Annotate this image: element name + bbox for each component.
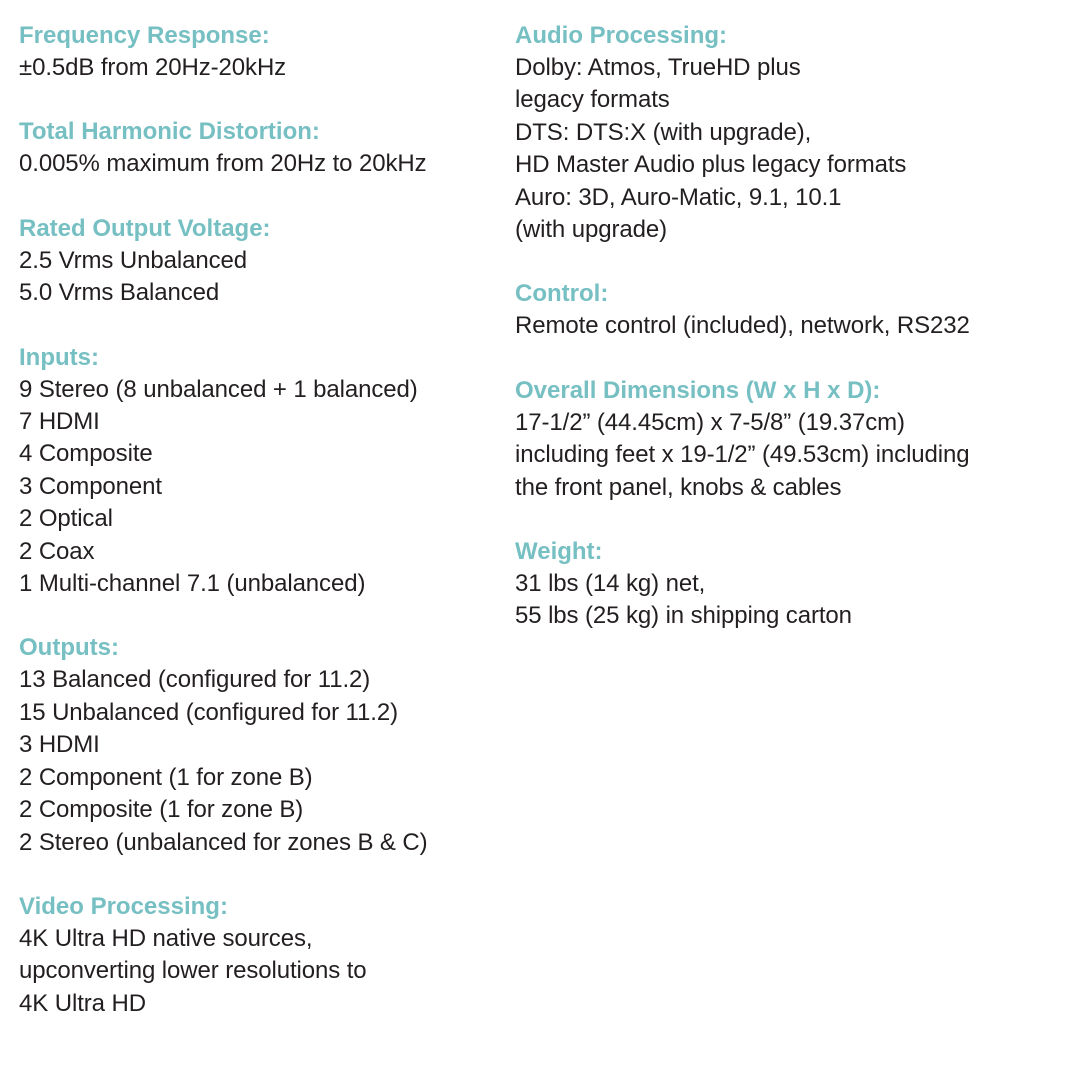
spec-section: [19, 20, 499, 84]
spec-value: 7 HDMI: [19, 408, 100, 436]
spec-section: [19, 213, 499, 310]
spec-heading: Video Processing:: [19, 892, 228, 920]
spec-heading: Inputs:: [19, 343, 99, 371]
spec-value: legacy formats: [515, 86, 670, 114]
spec-value: 0.005% maximum from 20Hz to 20kHz: [19, 150, 427, 178]
spec-value: 17-1/2” (44.45cm) x 7-5/8” (19.37cm): [515, 408, 905, 436]
spec-value: HD Master Audio plus legacy formats: [515, 151, 907, 179]
spec-value: 15 Unbalanced (configured for 11.2): [19, 698, 398, 726]
spec-value: 1 Multi-channel 7.1 (unbalanced): [19, 570, 366, 598]
spec-section: [19, 342, 499, 601]
spec-column-right: [515, 20, 1075, 665]
spec-value: upconverting lower resolutions to: [19, 957, 367, 985]
spec-value: Dolby: Atmos, TrueHD plus: [515, 54, 801, 81]
spec-value: Remote control (included), network, RS232: [515, 312, 970, 340]
spec-value: 5.0 Vrms Balanced: [19, 279, 220, 307]
spec-value: 4K Ultra HD: [19, 989, 146, 1017]
spec-value: 31 lbs (14 kg) net,: [515, 570, 706, 598]
spec-value: 2.5 Vrms Unbalanced: [19, 246, 247, 274]
spec-value: 2 Component (1 for zone B): [19, 763, 313, 791]
spec-column-left: [19, 20, 499, 1052]
spec-section: [515, 375, 1075, 504]
spec-heading: Audio Processing:: [515, 22, 728, 49]
spec-value: 9 Stereo (8 unbalanced + 1 balanced): [19, 375, 418, 403]
spec-value: 2 Coax: [19, 537, 95, 565]
spec-value: 2 Stereo (unbalanced for zones B & C): [19, 828, 428, 856]
spec-value: 3 Component: [19, 472, 162, 500]
spec-value: including feet x 19-1/2” (49.53cm) including: [515, 441, 970, 469]
spec-value: DTS: DTS:X (with upgrade),: [515, 118, 812, 146]
spec-value: ±0.5dB from 20Hz-20kHz: [19, 54, 287, 81]
spec-section: [515, 536, 1075, 633]
spec-value: 2 Optical: [19, 505, 113, 533]
spec-value: 2 Composite (1 for zone B): [19, 796, 304, 824]
spec-section: [515, 20, 1075, 246]
spec-value: 4K Ultra HD native sources,: [19, 924, 313, 952]
spec-value: the front panel, knobs & cables: [515, 473, 842, 501]
spec-value: 3 HDMI: [19, 731, 100, 759]
spec-section: [515, 278, 1075, 342]
spec-heading: Rated Output Voltage:: [19, 214, 271, 242]
spec-heading: Weight:: [515, 538, 603, 566]
spec-section: [19, 891, 499, 1020]
spec-value: 4 Composite: [19, 440, 153, 468]
spec-heading: Outputs:: [19, 634, 119, 662]
spec-value: Auro: 3D, Auro-Matic, 9.1, 10.1: [515, 183, 842, 211]
spec-heading: Frequency Response:: [19, 22, 270, 49]
spec-section: [19, 116, 499, 180]
spec-value: (with upgrade): [515, 216, 668, 244]
spec-section: [19, 632, 499, 858]
spec-value: 13 Balanced (configured for 11.2): [19, 666, 371, 694]
spec-heading: Overall Dimensions (W x H x D):: [515, 376, 881, 404]
spec-heading: Total Harmonic Distortion:: [19, 118, 320, 146]
spec-heading: Control:: [515, 280, 609, 308]
spec-value: 55 lbs (25 kg) in shipping carton: [515, 602, 852, 630]
